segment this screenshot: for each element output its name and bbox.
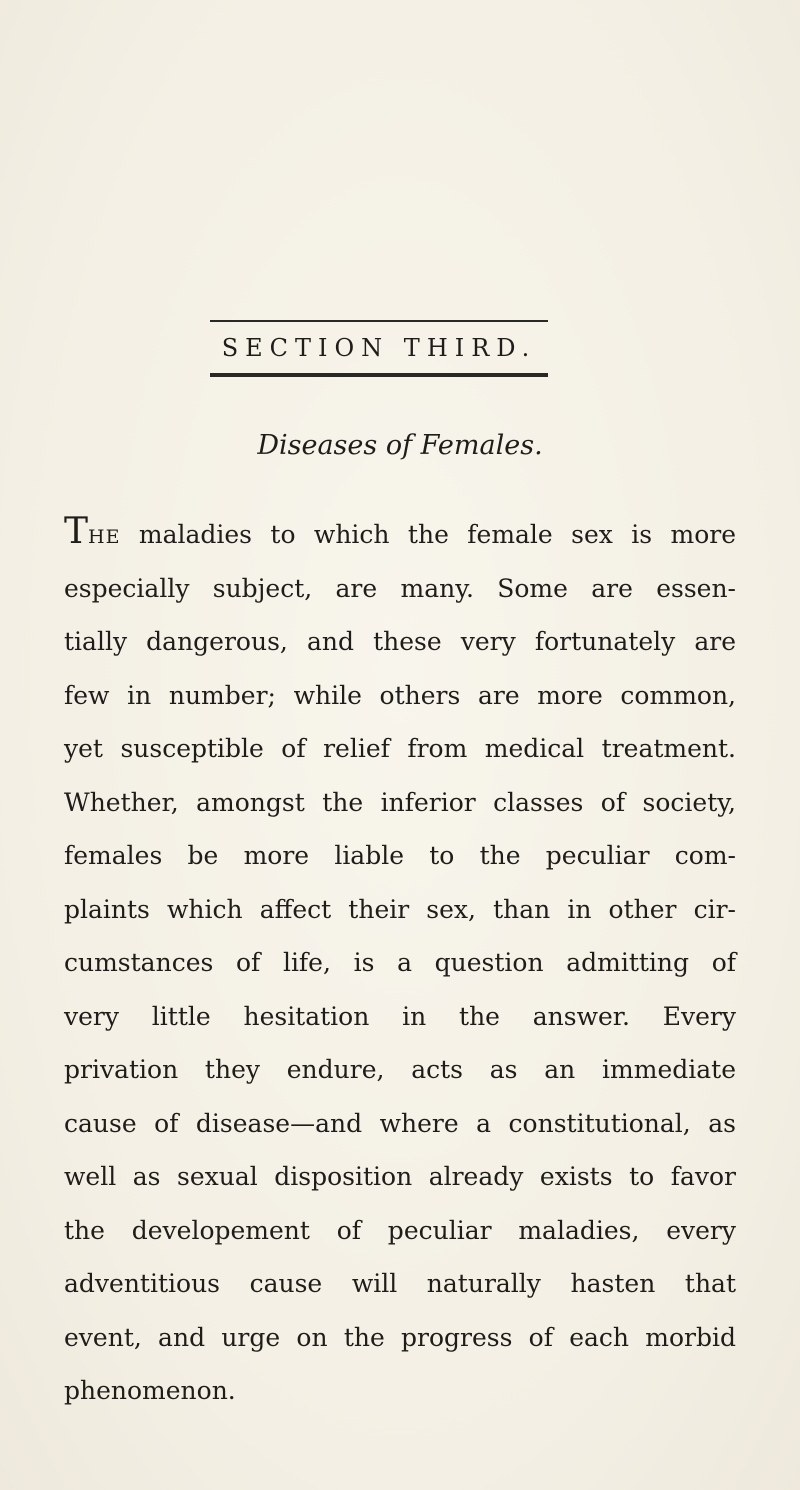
heading-bottom-rule [210,373,548,377]
paragraph-line-8: plaints which affect their sex, than in other cir- [64,894,736,924]
heading-top-rule [210,320,548,322]
section-heading: SECTION THIRD. [221,334,537,362]
paragraph-line-9: cumstances of life, is a question admitting of [64,948,736,977]
body-paragraph [64,508,736,1418]
paragraph-line-6: Whether, amongst the inferior classes of society, [64,787,736,817]
small-caps-word: HE [88,526,121,548]
paragraph-line-12: cause of disease—and where a constitutional, as [64,1108,736,1138]
paragraph-line-17: phenomenon. [64,1376,236,1405]
paragraph-line-16: event, and urge on the progress of each morbid [64,1322,736,1352]
paragraph-line-5: yet susceptible of relief from medical treatment. [64,734,736,763]
paragraph-line-13: well as sexual disposition already exists to favor [64,1162,736,1191]
paragraph-line-3: tially dangerous, and these very fortunately are [64,627,736,656]
paragraph-line-2: especially subject, are many. Some are essen- [64,573,736,603]
paragraph-line-text: maladies to which the female sex is more [120,520,736,549]
chapter-subtitle: Diseases of Females. [257,430,543,461]
drop-cap: T [64,511,89,552]
paragraph-line-11: privation they endure, acts as an immediate [64,1055,736,1084]
paragraph-line-7: females be more liable to the peculiar com- [64,841,736,870]
paragraph-line-15: adventitious cause will naturally hasten that [64,1269,736,1298]
paragraph-line-14: the developement of peculiar maladies, every [64,1215,736,1245]
paragraph-line-4: few in number; while others are more common, [64,680,736,710]
paragraph-line-1 [64,508,736,562]
paragraph-line-10: very little hesitation in the answer. Every [64,1001,736,1031]
